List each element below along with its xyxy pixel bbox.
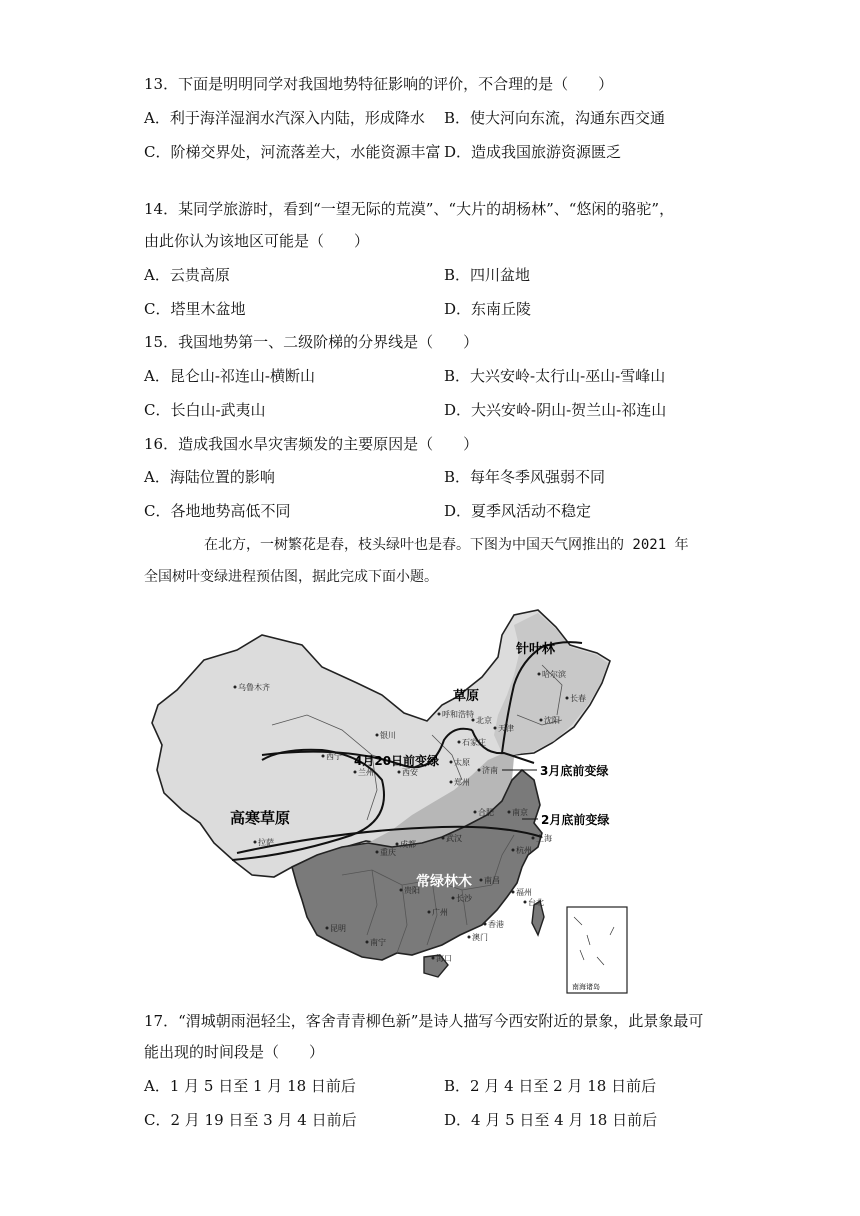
question-16-option-c: C．各地地势高低不同 bbox=[144, 502, 291, 520]
label-alpine: 高寒草原 bbox=[230, 809, 291, 827]
city-dot bbox=[532, 837, 535, 840]
question-14-option-b: B．四川盆地 bbox=[444, 266, 531, 284]
city-dot bbox=[326, 927, 329, 930]
city-label: 兰州 bbox=[358, 768, 374, 777]
city-label: 石家庄 bbox=[462, 738, 486, 747]
city-label: 广州 bbox=[432, 908, 448, 917]
inset-label: 南海诸岛 bbox=[572, 983, 600, 991]
city-label: 南京 bbox=[512, 808, 528, 817]
question-17-stem-cont: 能出现的时间段是（ ） bbox=[144, 1043, 325, 1061]
city-dot bbox=[428, 911, 431, 914]
question-14-stem-cont: 由此你认为该地区可能是（ ） bbox=[144, 232, 370, 250]
question-14-option-c: C．塔里木盆地 bbox=[144, 300, 246, 318]
city-dot bbox=[254, 841, 257, 844]
question-13-option-d: D．造成我国旅游资源匮乏 bbox=[444, 143, 622, 161]
city-label: 贵阳 bbox=[404, 886, 420, 895]
city-dot bbox=[450, 781, 453, 784]
city-label: 海口 bbox=[436, 954, 452, 963]
city-dot bbox=[452, 897, 455, 900]
city-label: 杭州 bbox=[516, 846, 532, 855]
city-dot bbox=[398, 771, 401, 774]
city-label: 银川 bbox=[380, 731, 396, 740]
city-dot bbox=[376, 851, 379, 854]
question-15-option-a: A．昆仑山-祁连山-横断山 bbox=[144, 367, 315, 385]
city-label: 沈阳 bbox=[544, 716, 560, 725]
city-label: 郑州 bbox=[454, 778, 470, 787]
question-16-option-b: B．每年冬季风强弱不同 bbox=[444, 468, 606, 486]
label-evergreen: 常绿林木 bbox=[416, 874, 472, 890]
city-dot bbox=[366, 941, 369, 944]
city-dot bbox=[512, 849, 515, 852]
question-17-option-c: C．2 月 19 日至 3 月 4 日前后 bbox=[144, 1111, 357, 1129]
question-17-option-b: B．2 月 4 日至 2 月 18 日前后 bbox=[444, 1077, 657, 1095]
city-dot bbox=[354, 771, 357, 774]
passage-line-1: 在北方，一树繁花是春，枝头绿叶也是春。下图为中国天气网推出的 2021 年 bbox=[204, 537, 689, 553]
question-17-option-d: D．4 月 5 日至 4 月 18 日前后 bbox=[444, 1111, 658, 1129]
city-dot bbox=[540, 719, 543, 722]
city-dot bbox=[524, 901, 527, 904]
city-dot bbox=[566, 697, 569, 700]
label-apr20: 4月20日前变绿 bbox=[354, 754, 440, 768]
question-16-option-d: D．夏季风活动不稳定 bbox=[444, 502, 592, 520]
question-17-stem: 17．“渭城朝雨浥轻尘，客舍青青柳色新”是诗人描写今西安附近的景象，此景象最可 bbox=[144, 1012, 704, 1030]
question-13-option-b: B．使大河向东流，沟通东西交通 bbox=[444, 109, 666, 127]
city-label: 合肥 bbox=[478, 808, 494, 817]
city-label: 武汉 bbox=[446, 834, 462, 843]
question-14-option-a: A．云贵高原 bbox=[144, 266, 230, 284]
city-dot bbox=[480, 879, 483, 882]
city-dot bbox=[234, 686, 237, 689]
city-label: 哈尔滨 bbox=[542, 670, 566, 679]
city-dot bbox=[468, 936, 471, 939]
city-dot bbox=[400, 889, 403, 892]
question-13-stem: 13．下面是明明同学对我国地势特征影响的评价，不合理的是（ ） bbox=[144, 75, 614, 93]
city-label: 重庆 bbox=[380, 848, 396, 857]
question-13-option-c: C．阶梯交界处，河流落差大，水能资源丰富 bbox=[144, 143, 441, 161]
label-feb-end: 2月底前变绿 bbox=[541, 813, 610, 827]
label-mar-end: 3月底前变绿 bbox=[540, 764, 609, 778]
city-dot bbox=[474, 811, 477, 814]
city-dot bbox=[438, 713, 441, 716]
city-label: 乌鲁木齐 bbox=[238, 683, 270, 692]
city-label: 北京 bbox=[476, 716, 492, 725]
city-label: 台北 bbox=[528, 898, 544, 907]
question-15-option-b: B．大兴安岭-太行山-巫山-雪峰山 bbox=[444, 367, 666, 385]
city-label: 长沙 bbox=[456, 894, 472, 903]
city-dot bbox=[322, 755, 325, 758]
question-16-option-a: A．海陆位置的影响 bbox=[144, 468, 275, 486]
city-label: 济南 bbox=[482, 766, 498, 775]
city-label: 南宁 bbox=[370, 938, 386, 947]
city-dot bbox=[472, 719, 475, 722]
city-label: 澳门 bbox=[472, 933, 488, 942]
city-dot bbox=[538, 673, 541, 676]
city-label: 成都 bbox=[400, 840, 416, 849]
city-label: 上海 bbox=[536, 834, 552, 843]
city-dot bbox=[484, 923, 487, 926]
question-15-option-d: D．大兴安岭-阴山-贺兰山-祁连山 bbox=[444, 401, 667, 419]
city-label: 呼和浩特 bbox=[442, 710, 474, 719]
city-dot bbox=[432, 957, 435, 960]
city-label: 西宁 bbox=[326, 752, 342, 761]
question-13-option-a: A．利于海洋湿润水汽深入内陆，形成降水 bbox=[144, 109, 425, 127]
label-grassland: 草原 bbox=[453, 689, 480, 704]
question-15-option-c: C．长白山-武夷山 bbox=[144, 401, 266, 419]
city-dot bbox=[478, 769, 481, 772]
city-label: 拉萨 bbox=[258, 838, 274, 847]
question-16-stem: 16．造成我国水旱灾害频发的主要原因是（ ） bbox=[144, 435, 479, 453]
city-dot bbox=[494, 727, 497, 730]
question-14-option-d: D．东南丘陵 bbox=[444, 300, 532, 318]
south-china-sea-inset bbox=[567, 907, 627, 993]
city-label: 太原 bbox=[454, 758, 470, 767]
label-conifer: 针叶林 bbox=[516, 642, 556, 657]
city-dot bbox=[396, 843, 399, 846]
city-label: 南昌 bbox=[484, 876, 500, 885]
city-dot bbox=[442, 837, 445, 840]
passage-line-2: 全国树叶变绿进程预估图，据此完成下面小题。 bbox=[144, 569, 438, 585]
city-dot bbox=[512, 891, 515, 894]
city-dot bbox=[376, 734, 379, 737]
city-dot bbox=[450, 761, 453, 764]
question-15-stem: 15．我国地势第一、二级阶梯的分界线是（ ） bbox=[144, 333, 479, 351]
city-label: 香港 bbox=[488, 920, 504, 929]
leaf-greening-map bbox=[142, 605, 647, 997]
city-label: 长春 bbox=[570, 694, 586, 703]
city-label: 昆明 bbox=[330, 924, 346, 933]
city-label: 天津 bbox=[498, 724, 514, 733]
city-label: 福州 bbox=[516, 888, 532, 897]
question-17-option-a: A．1 月 5 日至 1 月 18 日前后 bbox=[144, 1077, 356, 1095]
city-dot bbox=[508, 811, 511, 814]
question-14-stem: 14．某同学旅游时，看到“一望无际的荒漠”、“大片的胡杨林”、“悠闲的骆驼”， bbox=[144, 200, 675, 218]
city-label: 西安 bbox=[402, 768, 418, 777]
city-dot bbox=[458, 741, 461, 744]
